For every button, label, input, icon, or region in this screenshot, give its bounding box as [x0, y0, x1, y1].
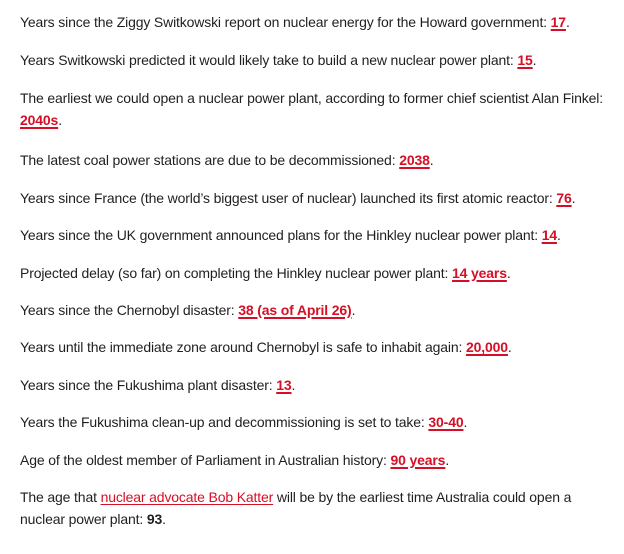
fact-text: The latest coal power stations are due to be decommissioned: [20, 152, 400, 168]
fact-paragraph [20, 262, 610, 284]
fact-end: . [532, 52, 537, 68]
fact-value-link[interactable]: 38 (as of April 26) [238, 302, 352, 318]
fact-paragraph [20, 149, 610, 171]
fact-text: Years since the Ziggy Switkowski report on nuclear energy for the Howard government: [20, 14, 551, 30]
fact-end: . [162, 511, 166, 527]
fact-value-link[interactable]: 90 years [390, 452, 446, 468]
fact-paragraph [20, 224, 610, 246]
fact-text: Age of the oldest member of Parliament in Australian history: [20, 452, 391, 468]
fact-end: . [565, 14, 570, 30]
fact-end: . [463, 414, 468, 430]
fact-text: will be by the earliest time Australia could open a nuclear power plant: [20, 489, 572, 527]
fact-paragraph [20, 449, 610, 471]
fact-value: 93 [146, 511, 163, 527]
fact-value-link[interactable]: 2038 [399, 152, 430, 168]
fact-value-link[interactable]: 14 [541, 227, 557, 243]
fact-value-link[interactable]: 15 [517, 52, 533, 68]
fact-end: . [507, 339, 512, 355]
fact-value-link[interactable]: 30-40 [428, 414, 464, 430]
fact-end: . [58, 112, 62, 128]
fact-text: Years until the immediate zone around Chernobyl is safe to inhabit again: [20, 339, 466, 355]
fact-text: Years since the UK government announced plans for the Hinkley nuclear power plant: [20, 227, 542, 243]
fact-end: . [556, 227, 561, 243]
fact-text: Years since France (the world’s biggest user of nuclear) launched its first atomic reactor: [20, 190, 557, 206]
fact-paragraph [20, 87, 610, 131]
fact-end: . [506, 265, 511, 281]
fact-paragraph [20, 336, 610, 358]
fact-paragraph [20, 374, 610, 396]
fact-paragraph [20, 49, 610, 71]
fact-text: Projected delay (so far) on completing the Hinkley nuclear power plant: [20, 265, 452, 281]
fact-paragraph-katter [20, 486, 610, 530]
fact-paragraph [20, 299, 610, 321]
fact-value-link[interactable]: 76 [556, 190, 572, 206]
fact-end: . [351, 302, 356, 318]
fact-value-link[interactable]: 14 years [452, 265, 507, 281]
fact-text: Years since the Chernobyl disaster: [20, 302, 239, 318]
fact-value-link[interactable]: 2040s [20, 112, 59, 128]
fact-paragraph [20, 11, 610, 33]
fact-end: . [445, 452, 450, 468]
fact-text: Years since the Fukushima plant disaster: [20, 377, 277, 393]
fact-text: The age that [20, 489, 101, 505]
fact-end: . [429, 152, 434, 168]
fact-end: . [291, 377, 296, 393]
fact-text: Years the Fukushima clean-up and decommissioning is set to take: [20, 414, 429, 430]
fact-value-link[interactable]: 13 [276, 377, 292, 393]
fact-end: . [571, 190, 576, 206]
fact-paragraph [20, 411, 610, 433]
fact-value-link[interactable]: 17 [550, 14, 566, 30]
fact-text: The earliest we could open a nuclear power plant, according to former chief scientist Alan Finkel: [20, 90, 603, 106]
bob-katter-link[interactable]: nuclear advocate Bob Katter [100, 489, 274, 505]
fact-text: Years Switkowski predicted it would likely take to build a new nuclear power plant: [20, 52, 518, 68]
fact-value-link[interactable]: 20,000 [466, 339, 508, 355]
fact-paragraph [20, 187, 610, 209]
